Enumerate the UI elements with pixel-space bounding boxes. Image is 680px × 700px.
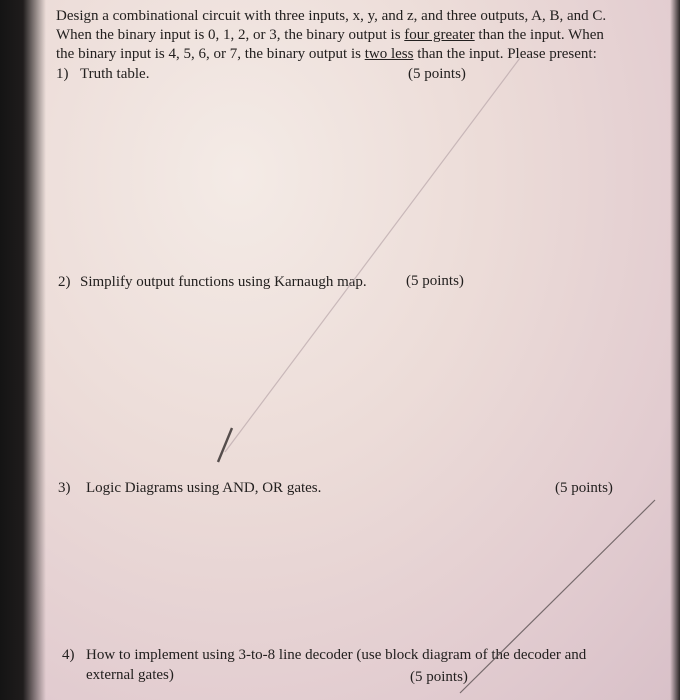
part-3-points: (5 points) [555,480,613,496]
emphasis-two-less: two less [364,46,414,62]
part-1-text: Truth table. [80,66,150,82]
pen-stroke-upper [225,58,520,452]
part-1-points: (5 points) [408,66,466,82]
part-2-number: 2) [58,274,71,290]
part-3-number: 3) [58,480,71,496]
part-2-text: Simplify output functions using Karnaugh map. [80,274,367,290]
intro-line-2: When the binary input is 0, 1, 2, or 3, the binary output is four greater than the input. When [56,27,604,43]
part-4-text-line-1: How to implement using 3-to-8 line decoder (use block diagram of the decoder and [86,647,587,663]
pen-stroke-lower [460,500,655,693]
part-1-number: 1) [56,66,69,82]
part-2-points: (5 points) [406,273,464,289]
part-4-points: (5 points) [410,669,468,685]
emphasis-four-greater: four greater [404,27,475,43]
intro-line-3: the binary input is 4, 5, 6, or 7, the binary output is two less than the input. Please present: [56,46,597,62]
intro-line-1: Design a combinational circuit with three inputs, x, y, and z, and three outputs, A, B, and C. [56,8,607,24]
part-4-text-line-2: external gates) [86,667,174,683]
part-4-number: 4) [62,647,75,663]
part-3-text: Logic Diagrams using AND, OR gates. [86,480,322,496]
